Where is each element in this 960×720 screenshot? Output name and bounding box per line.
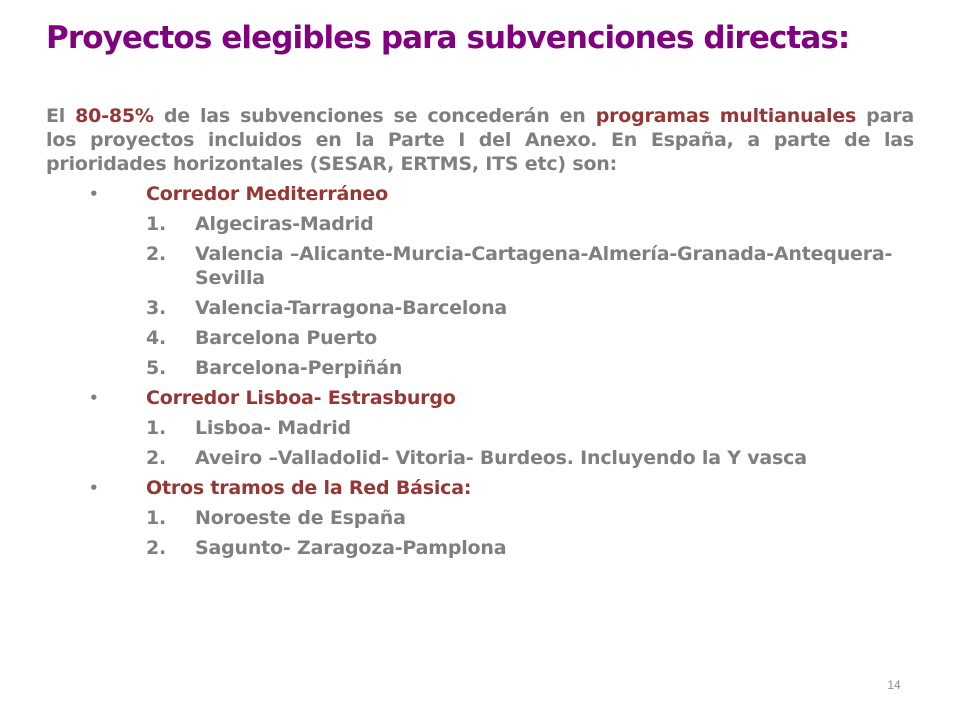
list-item: [46, 326, 914, 350]
section-label: Otros tramos de la Red Básica:: [146, 477, 472, 499]
list-item-text: Sagunto- Zaragoza-Pamplona: [195, 537, 507, 559]
list-item-number: 1.: [146, 417, 167, 439]
list-item-number: 2.: [146, 537, 167, 559]
list-item: [46, 506, 914, 530]
section-otros-tramos: [46, 476, 914, 500]
list-item-text: Barcelona Puerto: [195, 327, 377, 349]
list-item-text: Valencia-Tarragona-Barcelona: [195, 297, 508, 319]
list-item: [46, 242, 914, 290]
intro-text-2: de las subvenciones se concederán en: [153, 105, 596, 127]
bullet-icon: •: [89, 389, 99, 407]
intro-highlight-programs: programas multianuales: [595, 105, 857, 127]
list-item-number: 1.: [146, 213, 167, 235]
bullet-icon: •: [89, 479, 99, 497]
list-item-number: 2.: [146, 447, 167, 469]
list-item: [46, 536, 914, 560]
section-label: Corredor Lisboa- Estrasburgo: [146, 387, 456, 409]
intro-text-3: para los proyectos incluidos en la Parte I del Anexo. En España, a parte de las prioridades horizontales (SESAR, ERTMS, ITS etc) son:: [46, 105, 914, 175]
list-item-text: Valencia –Alicante-Murcia-Cartagena-Almería-Granada-Antequera-Sevilla: [195, 243, 893, 289]
list-item-text: Lisboa- Madrid: [195, 417, 351, 439]
list-item-number: 4.: [146, 327, 167, 349]
page-number: 14: [887, 678, 901, 692]
section-corredor-lisboa-estrasburgo: [46, 386, 914, 410]
list-item-number: 3.: [146, 297, 167, 319]
intro-highlight-percentage: 80-85%: [75, 105, 154, 127]
bullet-icon: •: [89, 185, 99, 203]
slide-title: Proyectos elegibles para subvenciones directas:: [46, 20, 850, 56]
list-item-text: Noroeste de España: [195, 507, 406, 529]
list-item-text: Barcelona-Perpiñán: [195, 357, 403, 379]
list-item-text: Aveiro –Valladolid- Vitoria- Burdeos. Incluyendo la Y vasca: [195, 447, 807, 469]
slide-content: [46, 104, 914, 560]
list-item: [46, 356, 914, 380]
list-item-number: 1.: [146, 507, 167, 529]
list-item: [46, 296, 914, 320]
intro-paragraph: [46, 104, 914, 176]
intro-text-1: El: [46, 105, 76, 127]
section-corredor-mediterraneo: [46, 182, 914, 206]
list-item: [46, 416, 914, 440]
list-item-number: 5.: [146, 357, 167, 379]
list-item: [46, 212, 914, 236]
list-item-text: Algeciras-Madrid: [195, 213, 374, 235]
section-label: Corredor Mediterráneo: [146, 183, 388, 205]
list-item: [46, 446, 914, 470]
list-item-number: 2.: [146, 243, 167, 265]
